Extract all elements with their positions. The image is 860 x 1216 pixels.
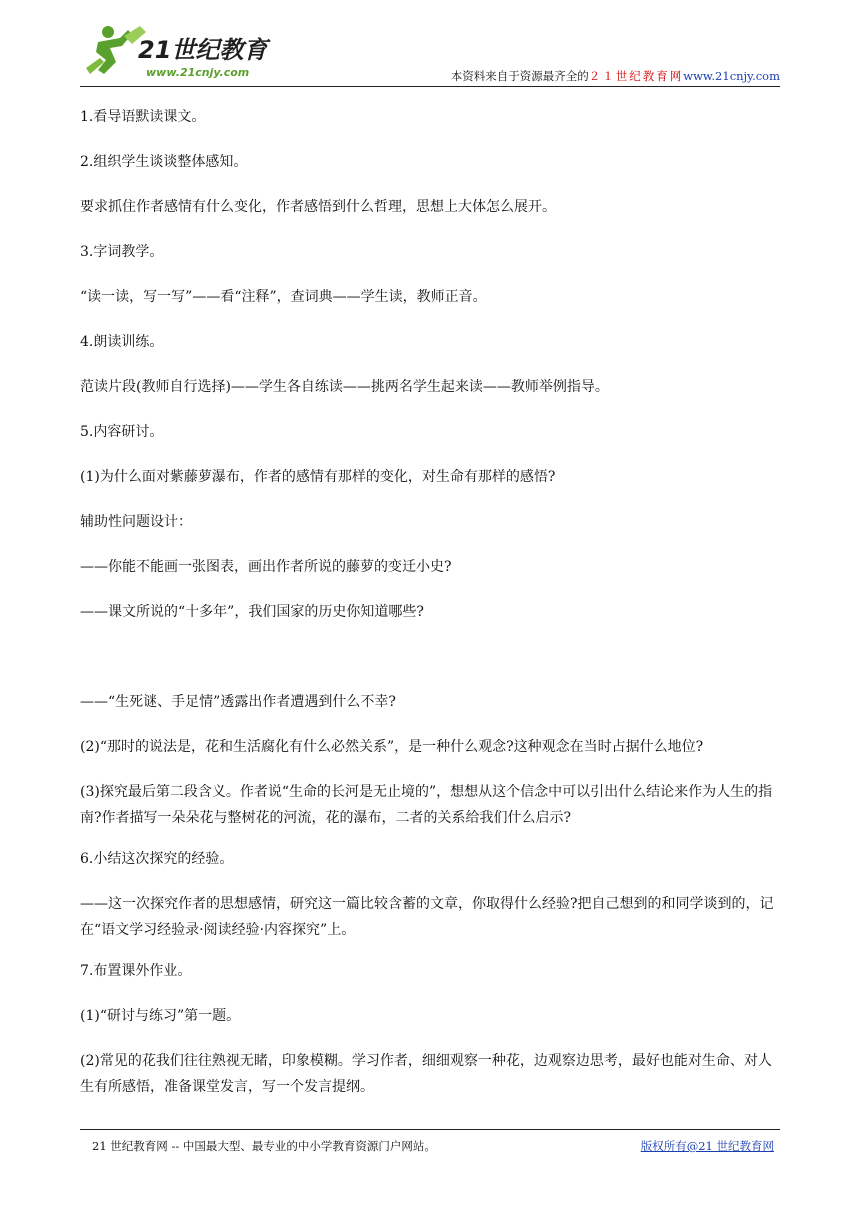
- line-18: 7.布置课外作业。: [80, 963, 192, 979]
- page-header: [80, 22, 780, 88]
- line-11: ——你能不能画一张图表，画出作者所说的藤萝的变迁小史?: [80, 559, 452, 575]
- line-14: (2)“那时的说法是，花和生活腐化有什么必然关系”，是一种什么观念?这种观念在当时占据什么地位?: [80, 739, 704, 755]
- line-19: (1)“研讨与练习”第一题。: [80, 1008, 241, 1024]
- logo-url: www.21cnjy.com: [146, 66, 250, 79]
- line-6: 4.朗读训练。: [80, 334, 164, 350]
- line-15: (3)探究最后第二段含义。作者说“生命的长河是无止境的”，想想从这个信念中可以引出什么结论来作为人生的指南?作者描写一朵朵花与整树花的河流，花的瀑布，二者的关系给我们什么启示?: [80, 784, 773, 826]
- logo-text: 21世纪教育: [138, 36, 268, 64]
- line-9: (1)为什么面对紫藤萝瀑布，作者的感情有那样的变化，对生命有那样的感悟?: [80, 469, 556, 485]
- site-logo: [80, 22, 280, 84]
- copyright-link[interactable]: 版权所有@21 世纪教育网: [640, 1139, 774, 1153]
- line-1: 1.看导语默读课文。: [80, 109, 206, 125]
- line-20: (2)常见的花我们往往熟视无睹，印象模糊。学习作者，细细观察一种花，边观察边思考，最好也能对生命、对人生有所感悟，准备课堂发言，写一个发言提纲。: [80, 1053, 772, 1095]
- source-note: [451, 68, 780, 84]
- line-8: 5.内容研讨。: [80, 424, 164, 440]
- line-4: 3.字词教学。: [80, 244, 164, 260]
- line-10: 辅助性问题设计：: [80, 514, 192, 530]
- line-5: “读一读，写一写”——看“注释”，查词典——学生读，教师正音。: [80, 289, 487, 305]
- footer-divider: [80, 1129, 780, 1130]
- header-divider: [80, 86, 780, 87]
- source-url[interactable]: www.21cnjy.com: [683, 69, 780, 83]
- footer-text: 21 世纪教育网 -- 中国最大型、最专业的中小学教育资源门户网站。: [92, 1139, 436, 1153]
- line-3: 要求抓住作者感情有什么变化，作者感悟到什么哲理，思想上大体怎么展开。: [80, 199, 556, 215]
- line-17: ——这一次探究作者的思想感情，研究这一篇比较含蓄的文章，你取得什么经验?把自己想到的和同学谈到的，记在“语文学习经验录·阅读经验·内容探究”上。: [80, 896, 774, 938]
- line-16: 6.小结这次探究的经验。: [80, 851, 234, 867]
- source-site[interactable]: ２１世纪教育网: [588, 69, 684, 83]
- line-7: 范读片段(教师自行选择)——学生各自练读——挑两名学生起来读——教师举例指导。: [80, 379, 609, 395]
- line-2: 2.组织学生谈谈整体感知。: [80, 154, 248, 170]
- source-prefix: 本资料来自于资源最齐全的: [450, 69, 589, 83]
- line-13: ——“生死谜、手足情”透露出作者遭遇到什么不幸?: [80, 694, 396, 710]
- line-12: ——课文所说的“十多年”，我们国家的历史你知道哪些?: [80, 604, 424, 620]
